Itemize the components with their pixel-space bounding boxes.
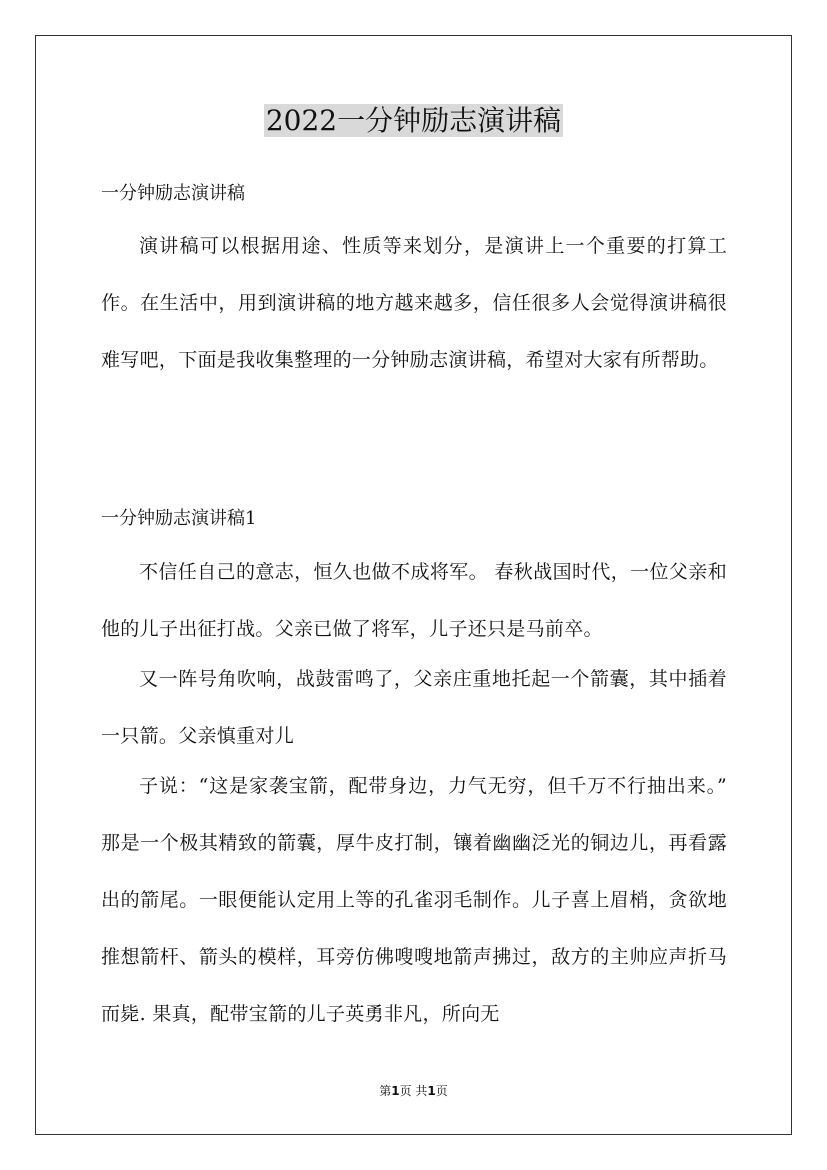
document-title-text: 2022一分钟励志演讲稿 <box>265 104 562 137</box>
document-title <box>0 100 827 142</box>
body-paragraph-3: 子说：“这是家袭宝箭，配带身边，力气无穷，但千万不行抽出来。” 那是一个极其精致的箭囊，厚牛皮打制，镶着幽幽泛光的铜边儿，再看露出的箭尾。一眼便能认定用上等的孔雀羽毛制作。儿子喜上眉梢，贪欲地推想箭杆、箭头的模样，耳旁仿佛嗖嗖地箭声拂过，敌方的主帅应声折马而毙. 果真，配带宝箭的儿子英勇非凡，所向无 <box>101 775 727 1025</box>
footer-page-number: 1 <box>391 1084 400 1098</box>
footer-page-suffix: 页 <box>435 1084 448 1098</box>
section-heading: 一分钟励志演讲稿1 <box>101 508 257 529</box>
footer-page-total: 1 <box>427 1084 436 1098</box>
page-footer <box>0 1082 827 1099</box>
footer-page-prefix: 第 <box>379 1084 392 1098</box>
footer-page-mid: 页 共 <box>399 1084 428 1098</box>
body-paragraph-2: 又一阵号角吹响，战鼓雷鸣了，父亲庄重地托起一个箭囊，其中插着一只箭。父亲慎重对儿 <box>101 668 727 747</box>
intro-paragraph: 演讲稿可以根据用途、性质等来划分，是演讲上一个重要的打算工作。在生活中，用到演讲稿的地方越来越多，信任很多人会觉得演讲稿很难写吧，下面是我收集整理的一分钟励志演讲稿，希望对大家有所帮助。 <box>101 235 727 371</box>
document-subtitle: 一分钟励志演讲稿 <box>101 183 245 204</box>
body-paragraph-1: 不信任自己的意志，恒久也做不成将军。 春秋战国时代，一位父亲和他的儿子出征打战。父亲已做了将军，儿子还只是马前卒。 <box>101 561 727 640</box>
